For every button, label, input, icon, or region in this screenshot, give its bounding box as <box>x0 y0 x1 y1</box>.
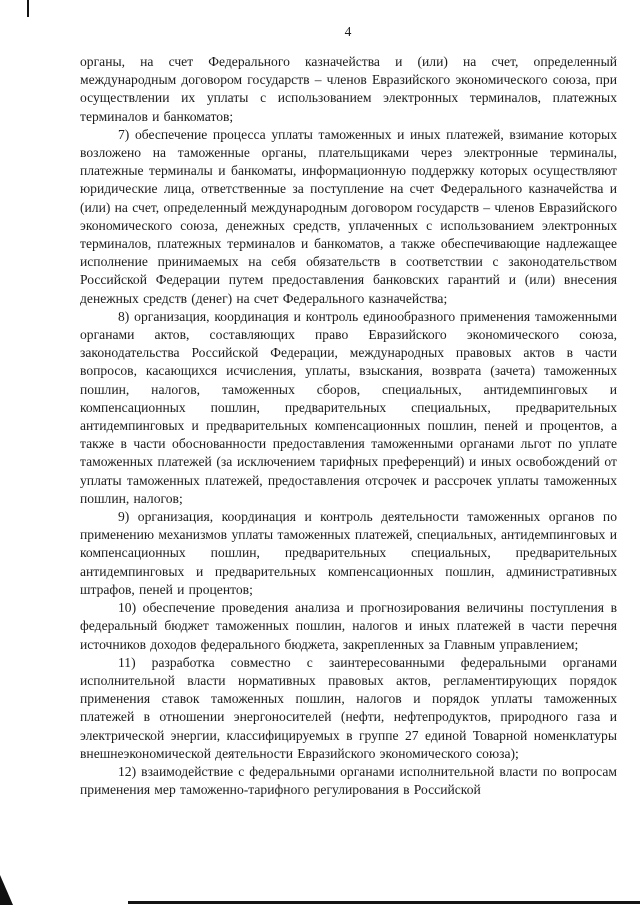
paragraph-item-12: 12) взаимодействие с федеральными органами исполнительной власти по вопросам применения мер таможенно-тарифного регулирования в Российской <box>80 763 617 798</box>
paragraph-item-7: 7) обеспечение процесса уплаты таможенных и иных платежей, взимание которых возложено на таможенные органы, плательщиками через электронные терминалы, платежные терминалы и банкоматы, информационную поддержку которых осуществляют юридические лица, ответственные за поступление на счет Федерального казначейства и (или) на счет, определенный международным договором государств – членов Евразийского экономического союза, денежных средств, уплаченных с использованием электронных терминалов, платежных терминалов и банкоматов, а также обеспечивающие надлежащее исполнение принимаемых на себя обязательств в соответствии с законодательством Российской Федерации путем предоставления банковских гарантий и (или) внесения денежных средств (денег) на счет Федерального казначейства; <box>80 126 617 306</box>
document-body <box>80 53 617 799</box>
scan-mark-top-left <box>27 0 29 17</box>
scan-mark-bottom-edge-line <box>128 901 640 904</box>
paragraph-continuation: органы, на счет Федерального казначейства и (или) на счет, определенный международным договором государств – членов Евразийского экономического союза, при осуществлении их уплаты с использованием электронных терминалов, платежных терминалов и банкоматов; <box>80 54 617 124</box>
paragraph-item-11: 11) разработка совместно с заинтересованными федеральными органами исполнительной власти нормативных правовых актов, регламентирующих порядок применения ставок таможенных пошлин, налогов и порядок уплаты таможенных платежей в отношении энергоносителей (нефти, нефтепродуктов, природного газа и электрической энергии, классифицируемых в группе 27 единой Товарной номенклатуры внешнеэкономической деятельности Евразийского экономического союза); <box>80 654 617 761</box>
paragraph-item-10: 10) обеспечение проведения анализа и прогнозирования величины поступления в федеральный бюджет таможенных пошлин, налогов и иных платежей в части перечня источников доходов федерального бюджета, закрепленных за Главным управлением; <box>80 600 617 652</box>
scan-mark-bottom-left-corner <box>0 875 13 905</box>
page-number: 4 <box>344 24 352 39</box>
paragraph-item-8: 8) организация, координация и контроль единообразного применения таможенными органами актов, составляющих право Евразийского экономического союза, законодательства Российской Федерации, международных правовых актов в части вопросов, касающихся исчисления, уплаты, взыскания, возврата (зачета) таможенных пошлин, налогов, таможенных сборов, специальных, антидемпинговых и компенсационных пошлин, предварительных специальных, предварительных антидемпинговых и предварительных компенсационных пошлин, пеней и процентов, а также в части обоснованности предоставления таможенными органами льгот по уплате таможенных платежей (за исключением тарифных преференций) и иных освобождений от уплаты таможенных платежей, предоставления отсрочек и рассрочек уплаты таможенных пошлин, налогов; <box>80 308 617 506</box>
paragraph-item-9: 9) организация, координация и контроль деятельности таможенных органов по применению механизмов уплаты таможенных платежей, специальных, антидемпинговых и компенсационных пошлин, предварительных специальных, предварительных антидемпинговых и предварительных компенсационных пошлин, административных штрафов, пеней и процентов; <box>80 509 617 597</box>
